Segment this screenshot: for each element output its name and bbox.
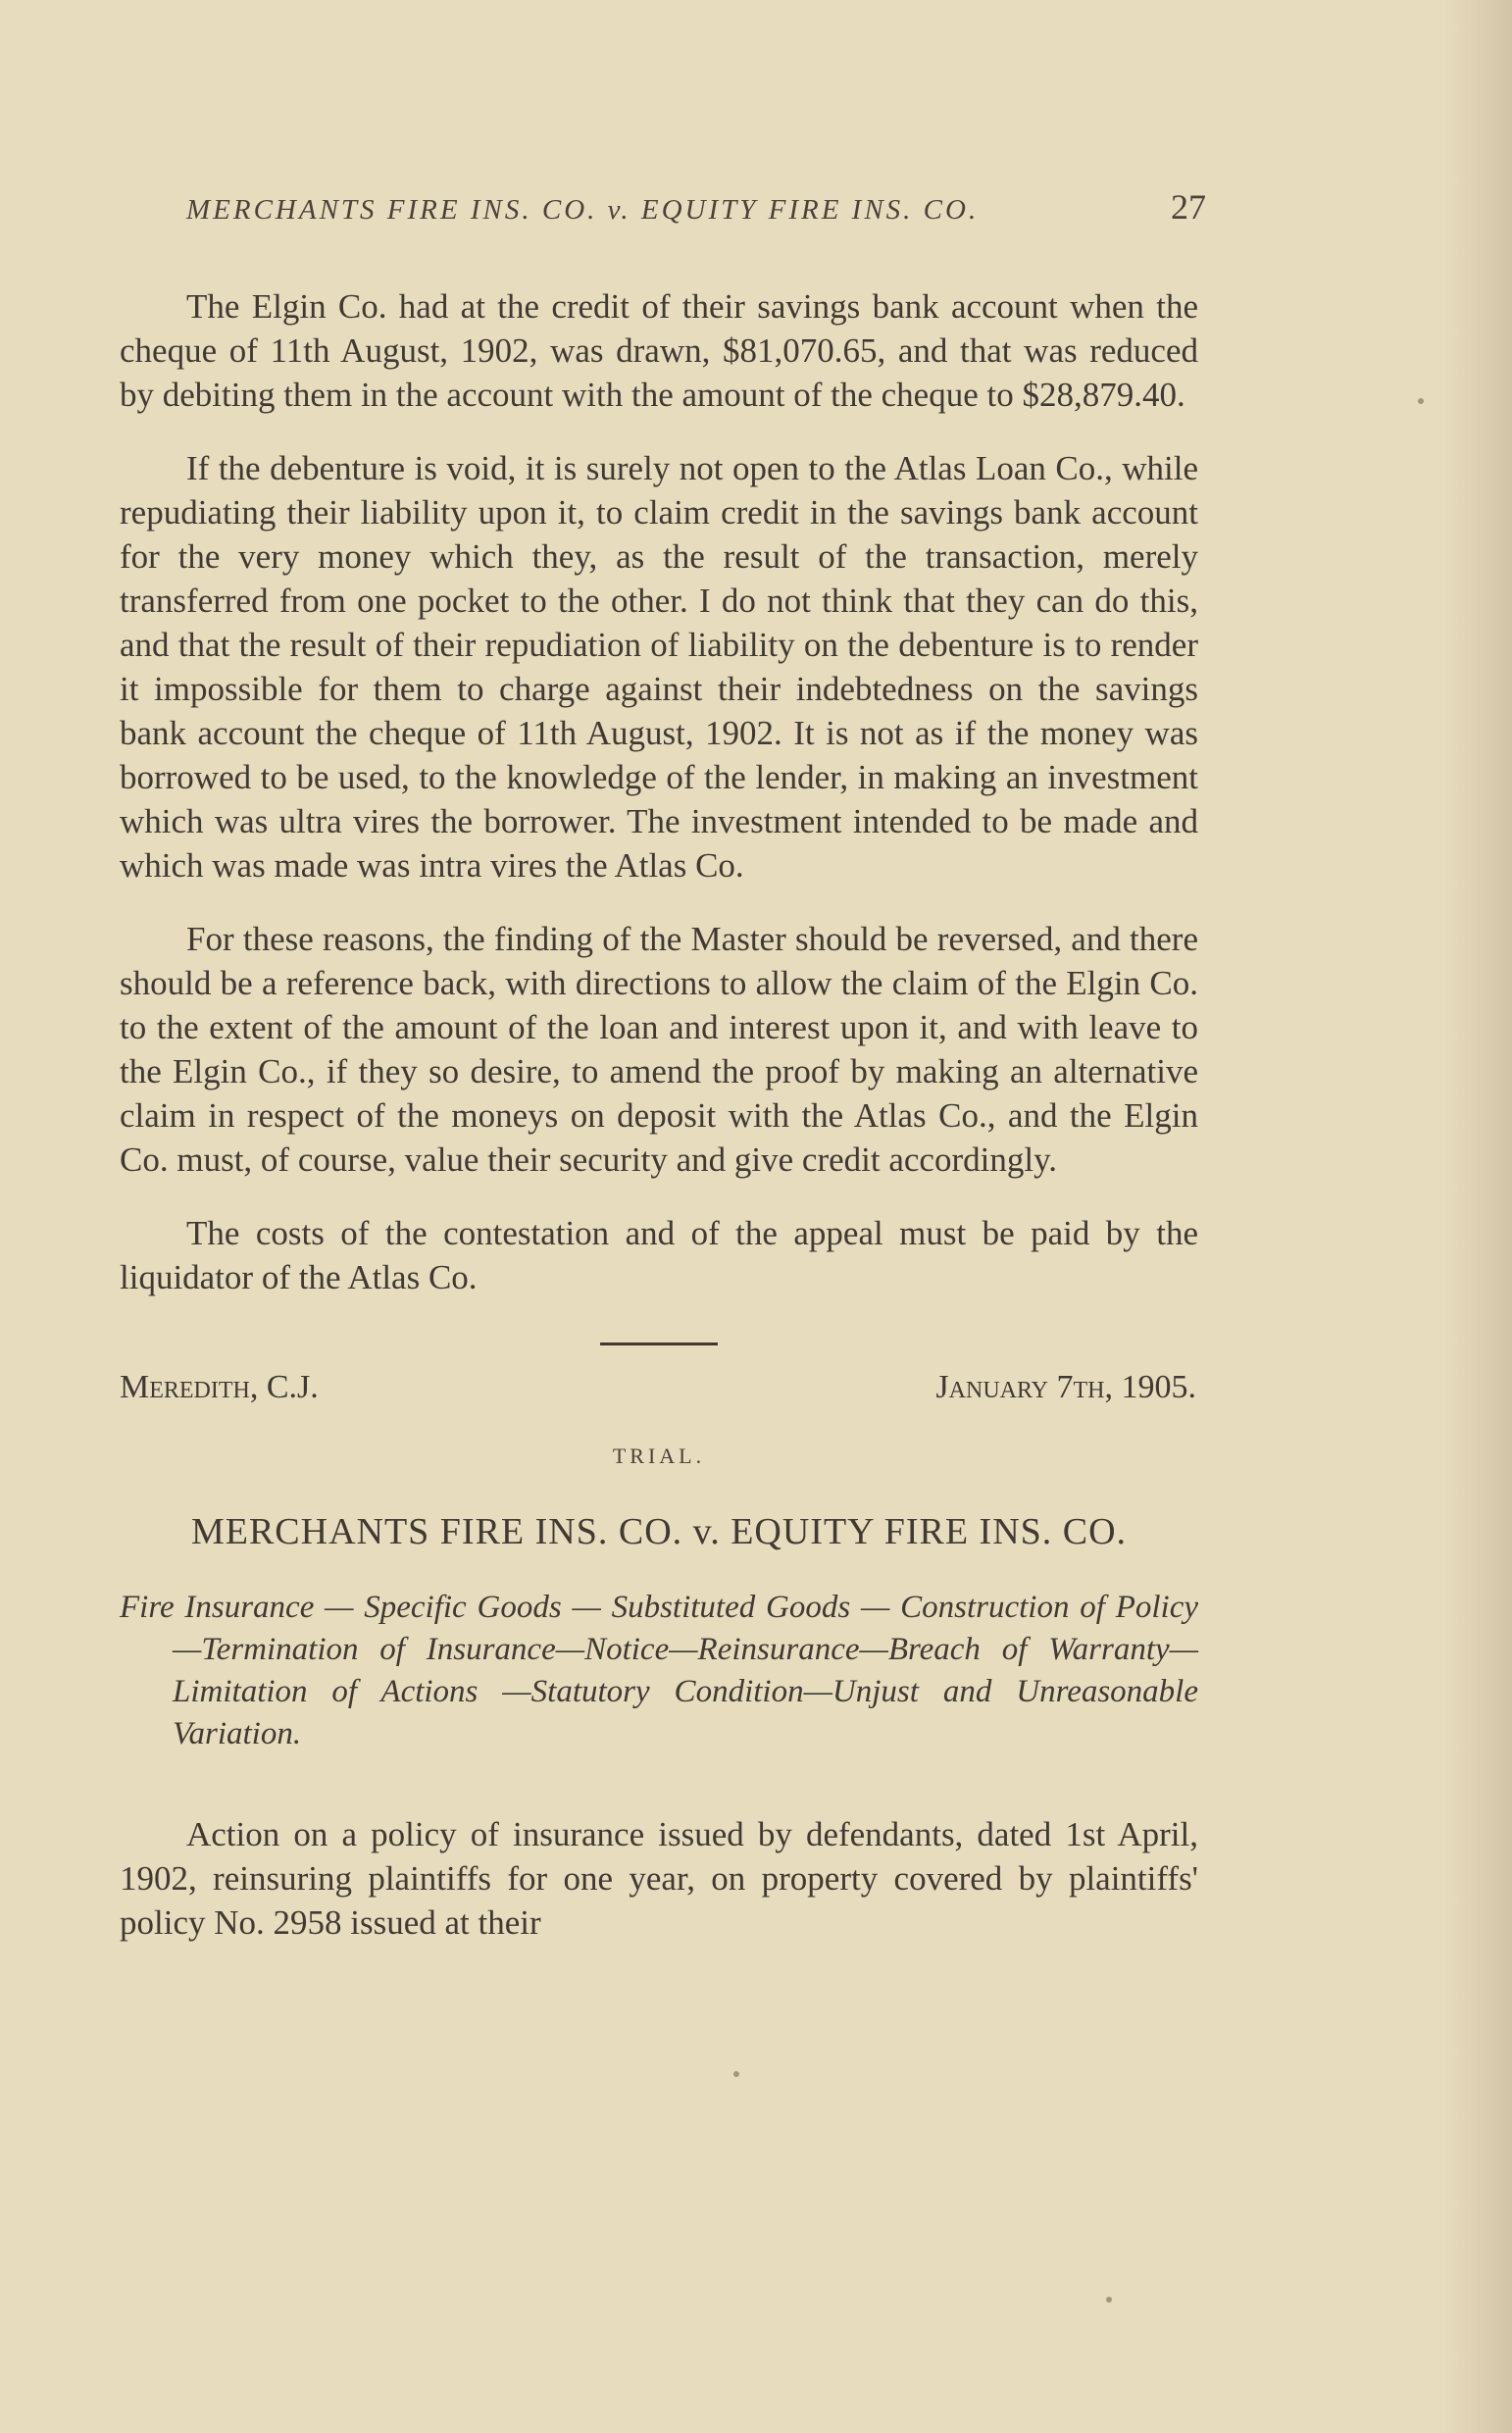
- headnote: Fire Insurance — Specific Goods — Substituted Goods — Construction of Policy—Termination of Insurance—Notice—Reinsurance—Breach of Warranty—Limitation of Actions —Statutory Condition—Unjust and Unreasonable Variation.: [120, 1590, 1198, 1751]
- paragraph-credit: The Elgin Co. had at the credit of their savings bank account when the cheque of 11th August, 1902, was drawn, $81,070.65, and that was reduced by debiting them in the account with the amount of the cheque to $28,879.40.: [120, 287, 1198, 414]
- decision-line: [120, 1369, 1198, 1406]
- trial-label: TRIAL.: [612, 1444, 706, 1468]
- paper-speck: [1418, 398, 1424, 404]
- page-edge-shadow: [1443, 0, 1512, 2433]
- paper-speck: [1106, 2297, 1112, 2303]
- running-title: MERCHANTS FIRE INS. CO. v. EQUITY FIRE INS. CO.: [186, 194, 980, 226]
- paragraph-action: Action on a policy of insurance issued by defendants, dated 1st April, 1902, reinsuring plaintiffs for one year, on property covered by plaintiffs' policy No. 2958 issued at their: [120, 1815, 1198, 1942]
- judge-name: Meredith, C.J.: [120, 1369, 319, 1405]
- page-body: [120, 284, 1198, 1974]
- paper-speck: [733, 2071, 739, 2077]
- section-divider: [600, 1343, 718, 1345]
- paragraph-reasons: For these reasons, the finding of the Master should be reversed, and there should be a reference back, with directions to allow the claim of the Elgin Co. to the extent of the amount of the loan and interest upon it, and with leave to the Elgin Co., if they so desire, to amend the proof by making an alternative claim in respect of the moneys on deposit with the Atlas Co., and the Elgin Co. must, of course, value their security and give credit accordingly.: [120, 920, 1198, 1179]
- decision-date: January 7th, 1905.: [935, 1369, 1196, 1405]
- running-header: [186, 186, 1206, 228]
- page-number: 27: [1171, 187, 1206, 227]
- case-title: MERCHANTS FIRE INS. CO. v. EQUITY FIRE INS. CO.: [190, 1511, 1128, 1552]
- paragraph-debenture: If the debenture is void, it is surely not open to the Atlas Loan Co., while repudiating their liability upon it, to claim credit in the savings bank account for the very money which they, as the result of the transaction, merely transferred from one pocket to the other. I do not think that they can do this, and that the result of their repudiation of liability on the debenture is to render it impossible for them to charge against their indebtedness on the savings bank account the cheque of 11th August, 1902. It is not as if the money was borrowed to be used, to the knowledge of the lender, in making an investment which was ultra vires the borrower. The investment intended to be made and which was made was intra vires the Atlas Co.: [120, 449, 1198, 885]
- paragraph-costs: The costs of the contestation and of the appeal must be paid by the liquidator of the Atlas Co.: [120, 1214, 1198, 1296]
